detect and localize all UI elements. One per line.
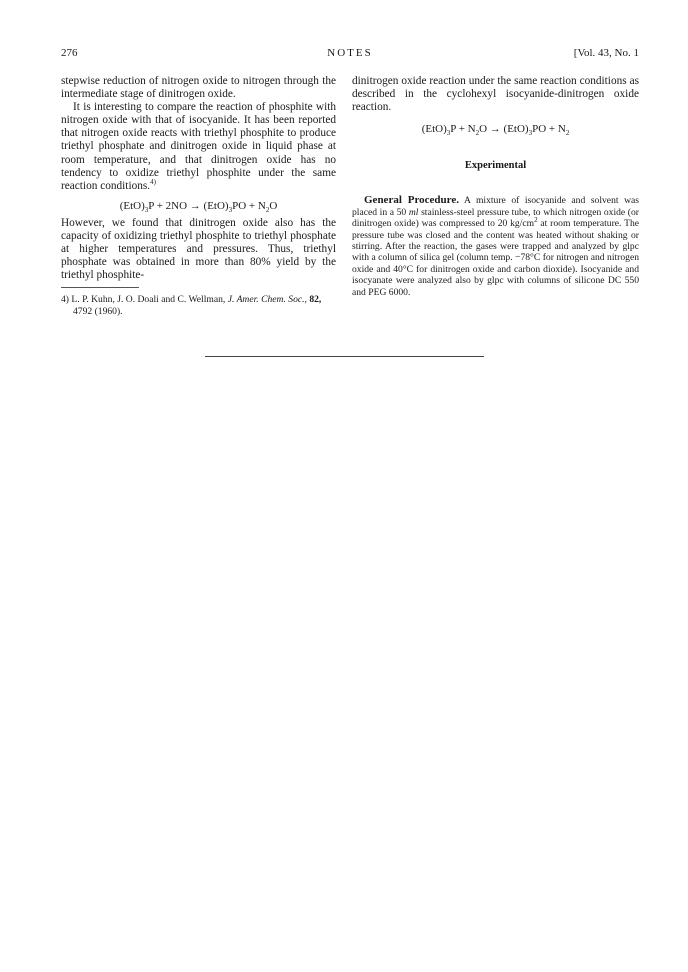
eq1-sub-b: 3 — [228, 206, 233, 215]
eq2-sub-a: 3 — [446, 129, 451, 138]
footnote-pages: 4792 (1960). — [73, 305, 123, 317]
reference-marker-4: 4) — [150, 177, 156, 186]
eq2-part-c: O → (EtO) — [479, 123, 529, 136]
eq2-sub-b: 2 — [475, 129, 480, 138]
left-paragraph-3: However, we found that dinitrogen oxide also has the capacity of oxidizing triethyl phosphite to triethyl phosphate at higher temperatures and pressures. Thus, triethyl phosphate was obtained in more than 80% yield by the triethyl phosphite- — [61, 216, 336, 282]
page-number: 276 — [61, 47, 78, 59]
footnote-divider — [61, 287, 139, 288]
eq2-part-b: P + N — [450, 123, 476, 136]
running-head — [61, 47, 639, 63]
footnote-number: 4) — [61, 294, 69, 306]
right-paragraph-1: dinitrogen oxide reaction under the same reaction conditions as described in the cyclohexyl isocyanide-dinitrogen oxide reaction. — [352, 75, 639, 114]
eq2-sub-c: 3 — [528, 129, 533, 138]
equation-2 — [352, 123, 639, 138]
eq2-part-a: (EtO) — [421, 123, 447, 136]
equation-1 — [61, 199, 336, 215]
journal-section-title: NOTES — [327, 47, 373, 59]
right-column — [352, 75, 639, 298]
eq1-sub-c: 2 — [265, 206, 270, 215]
eq1-part-b: P + 2NO → (EtO) — [148, 199, 229, 212]
general-procedure-title: General Procedure. — [364, 194, 459, 207]
footnote-volume: 82, — [309, 294, 322, 306]
eq1-part-d: O — [269, 199, 278, 212]
eq1-part-c: PO + N — [232, 199, 266, 212]
eq1-sub-a: 3 — [144, 206, 149, 215]
volume-issue: [Vol. 43, No. 1 — [573, 47, 639, 59]
footnote-4 — [61, 294, 336, 317]
eq1-part-a: (EtO) — [119, 199, 145, 212]
left-paragraph-2-text: It is interesting to compare the reaction of phosphite with nitrogen oxide with that of isocyanide. It has been reported that nitrogen oxide reacts with triethyl phosphite to produce triethyl phosphate and dinitrogen oxide in liquid phase at room temperature, and that dinitrogen oxide has no tendency to oxidize triethyl phosphite under the same reaction conditions. — [61, 101, 336, 192]
general-procedure-paragraph — [352, 195, 639, 298]
section-heading-experimental: Experimental — [464, 160, 527, 172]
end-of-notes-rule — [205, 356, 484, 357]
procedure-text-3: at room temperature. The pressure tube was closed and the content was heated without shaking or stirring. After the reaction, the gases were trapped and analyzed by glpc with a column of silica gel (column temp. −78°C for nitrogen and nitrogen oxide and 40°C for dinitrogen oxide and carbon dioxide). Isocyanide and isocyanate were analyzed also by glpc with columns of silicone DC 550 and PEG 6000. — [352, 218, 639, 298]
left-column — [61, 75, 336, 317]
footnote-authors: L. P. Kuhn, J. O. Doali and C. Wellman, — [71, 294, 226, 306]
eq2-part-d: PO + N — [532, 123, 566, 136]
left-paragraph-1: stepwise reduction of nitrogen oxide to nitrogen through the intermediate stage of dinitrogen oxide. — [61, 75, 336, 101]
eq2-sub-d: 2 — [565, 129, 570, 138]
procedure-unit-ml: ml — [408, 206, 419, 218]
footnote-journal-a: J. Amer. — [227, 294, 259, 306]
procedure-superscript: 2 — [534, 215, 538, 224]
procedure-text-2: stainless-steel pressure tube, to which nitrogen oxide (or dinitrogen oxide) was compressed to 20 kg/cm — [352, 206, 639, 230]
procedure-text-1: A mixture of isocyanide and solvent was placed in a 50 — [352, 195, 639, 218]
left-paragraph-2 — [61, 101, 336, 193]
footnote-journal-b: Chem. Soc., — [261, 294, 307, 306]
